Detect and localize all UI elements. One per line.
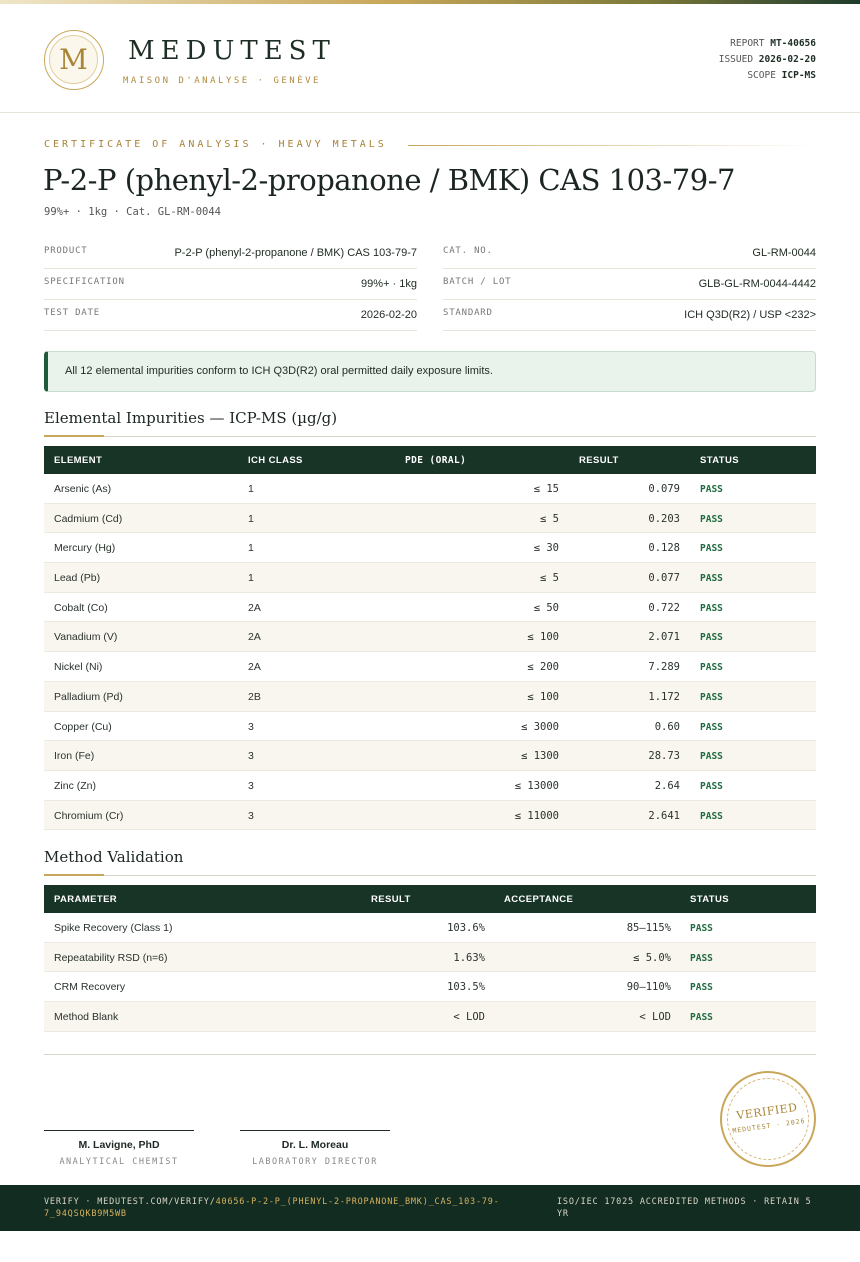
pde-cell: ≤ 15 (533, 483, 559, 495)
result-cell: 0.203 (648, 512, 680, 525)
element-cell: Cadmium (Cd) (54, 512, 123, 525)
table-row (44, 771, 816, 801)
status-badge: PASS (700, 573, 723, 585)
status-badge: PASS (700, 721, 723, 733)
ich-class-cell: 2A (248, 631, 261, 644)
verify-line (44, 1196, 524, 1220)
column-header-status: STATUS (690, 894, 729, 905)
element-cell: Mercury (Hg) (54, 542, 116, 555)
pde-cell: ≤ 3000 (521, 720, 559, 733)
ich-class-cell: 2B (248, 690, 261, 703)
pde-cell: ≤ 30 (533, 542, 559, 555)
info-label: PRODUCT (44, 246, 88, 256)
ich-class-cell: 3 (248, 720, 254, 733)
signatory-name: M. Lavigne, PhD (78, 1139, 160, 1151)
status-badge: PASS (700, 751, 723, 763)
parameter-cell: Method Blank (54, 1011, 119, 1024)
scope (719, 68, 816, 84)
ich-class-cell: 2A (248, 601, 261, 614)
validation-section-title: Method Validation (44, 848, 184, 866)
kicker-divider (408, 145, 816, 146)
signatory-role: LABORATORY DIRECTOR (252, 1157, 378, 1167)
ich-class-cell: 1 (248, 542, 254, 555)
ich-class-cell: 3 (248, 750, 254, 763)
accreditation-note: ISO/IEC 17025 ACCREDITED METHODS · RETAIN 5 YR (557, 1197, 812, 1219)
result-cell: 0.077 (648, 572, 680, 585)
table-row (44, 593, 816, 623)
table-body (44, 913, 816, 1032)
status-badge: PASS (700, 484, 723, 495)
table-header (44, 885, 816, 913)
acceptance-cell: ≤ 5.0% (633, 951, 671, 964)
signature-analytical-chemist (44, 1130, 194, 1167)
info-value: GL-RM-0044 (752, 247, 816, 259)
column-header-parameter: PARAMETER (54, 894, 118, 905)
verify-link[interactable]: 40656-P-2-P_(PHENYL-2-PROPANONE_BMK)_CAS_103-79-7_94QSQKB9M5WB (44, 1197, 500, 1219)
status-badge: PASS (700, 810, 723, 822)
result-cell: 0.128 (648, 542, 680, 555)
info-label: TEST DATE (44, 308, 100, 318)
column-header-result: RESULT (371, 894, 411, 905)
table-row (44, 741, 816, 771)
parameter-cell: CRM Recovery (54, 981, 126, 994)
element-cell: Arsenic (As) (54, 483, 112, 495)
conformance-banner (44, 351, 816, 392)
conformance-text: All 12 elemental impurities conform to ICH Q3D(R2) oral permitted daily exposure limits. (65, 365, 493, 377)
column-header-status: STATUS (700, 455, 739, 466)
status-badge: PASS (700, 691, 723, 703)
report-label: REPORT (730, 38, 765, 49)
result-cell: 0.722 (648, 601, 680, 614)
column-header-pde: PDE (ORAL) (405, 455, 467, 466)
ich-class-cell: 1 (248, 572, 254, 585)
product-info-right (443, 238, 816, 331)
status-badge: PASS (700, 543, 723, 555)
info-value: 2026-02-20 (360, 309, 417, 321)
result-cell: 1.63% (453, 951, 485, 964)
info-row-specification (44, 269, 417, 300)
scope-label: SCOPE (747, 70, 776, 81)
result-cell: 7.289 (648, 661, 680, 674)
info-row-test-date (44, 300, 417, 331)
result-cell: 28.73 (648, 750, 680, 763)
result-cell: 103.5% (447, 981, 485, 994)
result-cell: 1.172 (648, 690, 680, 703)
pde-cell: ≤ 5 (540, 572, 559, 585)
info-label: SPECIFICATION (44, 277, 125, 287)
status-badge: PASS (690, 1012, 713, 1024)
table-row (44, 943, 816, 973)
acceptance-cell: 85–115% (626, 922, 671, 934)
issued-date (719, 52, 816, 68)
table-row (44, 533, 816, 563)
report-value: MT-40656 (770, 38, 816, 49)
table-row (44, 652, 816, 682)
pde-cell: ≤ 100 (527, 690, 559, 703)
report-meta (719, 36, 816, 84)
result-cell: 2.64 (654, 779, 680, 792)
status-badge: PASS (690, 982, 713, 994)
table-row (44, 712, 816, 742)
brand-name: MEDUTEST (128, 36, 336, 66)
info-row-standard (443, 300, 816, 331)
info-value: ICH Q3D(R2) / USP <232> (684, 309, 816, 321)
table-row (44, 913, 816, 943)
ich-class-cell: 1 (248, 512, 254, 525)
column-header-ich-class: ICH CLASS (248, 455, 303, 466)
info-row-product (44, 238, 417, 269)
report-header (0, 4, 860, 113)
table-row (44, 504, 816, 534)
verified-stamp (714, 1065, 822, 1173)
result-cell: < LOD (453, 1011, 485, 1024)
parameter-cell: Repeatability RSD (n=6) (54, 951, 168, 964)
stamp-word: VERIFIED (735, 1100, 799, 1123)
parameter-cell: Spike Recovery (Class 1) (54, 922, 173, 934)
ich-class-cell: 3 (248, 779, 254, 792)
issued-label: ISSUED (718, 54, 754, 65)
status-badge: PASS (690, 952, 713, 964)
table-row (44, 801, 816, 831)
status-badge: PASS (700, 632, 723, 644)
logo-monogram: M (49, 35, 98, 84)
brand-logo (44, 30, 104, 90)
status-badge: PASS (700, 513, 723, 525)
info-label: STANDARD (443, 308, 493, 318)
table-row (44, 622, 816, 652)
result-cell: 0.60 (654, 720, 680, 733)
info-value: GLB-GL-RM-0044-4442 (698, 278, 816, 290)
element-cell: Iron (Fe) (54, 750, 95, 763)
scope-value: ICP-MS (781, 70, 816, 81)
element-cell: Nickel (Ni) (54, 661, 103, 674)
issued-value: 2026-02-20 (758, 54, 816, 65)
info-label: CAT. NO. (443, 246, 493, 256)
result-cell: 2.071 (648, 631, 680, 644)
status-badge: PASS (700, 662, 723, 674)
element-cell: Cobalt (Co) (54, 601, 108, 614)
status-badge: PASS (700, 780, 723, 792)
result-cell: 103.6% (447, 922, 485, 934)
page-subtitle: 99%+ · 1kg · Cat. GL-RM-0044 (44, 206, 222, 218)
verify-prefix: VERIFY · MEDUTEST.COM/VERIFY/ (44, 1197, 216, 1207)
report-number (719, 36, 816, 52)
column-header-acceptance: ACCEPTANCE (504, 894, 574, 905)
table-row (44, 563, 816, 593)
ich-class-cell: 3 (248, 809, 254, 822)
element-cell: Vanadium (V) (54, 631, 118, 644)
table-row (44, 972, 816, 1002)
table-row (44, 474, 816, 504)
pde-cell: ≤ 5 (540, 512, 559, 525)
column-header-element: ELEMENT (54, 455, 103, 466)
stamp-subtext: MEDUTEST · 2026 (731, 1116, 807, 1136)
table-header (44, 446, 816, 474)
info-label: BATCH / LOT (443, 277, 512, 287)
info-value: 99%+ · 1kg (361, 278, 417, 290)
pde-cell: ≤ 13000 (514, 779, 559, 792)
signature-laboratory-director (240, 1130, 390, 1167)
column-header-result: RESULT (579, 455, 619, 466)
impurities-section-title: Elemental Impurities — ICP-MS (µg/g) (44, 409, 338, 427)
impurities-table (44, 446, 816, 830)
section-divider (44, 436, 816, 437)
signature-divider (44, 1054, 816, 1055)
section-accent (44, 435, 104, 437)
table-body (44, 474, 816, 830)
status-badge: PASS (690, 923, 713, 934)
section-accent (44, 874, 104, 876)
info-row-batch-lot (443, 269, 816, 300)
footer-bar (0, 1185, 860, 1231)
result-cell: 0.079 (648, 483, 680, 495)
table-row (44, 682, 816, 712)
product-info-left (44, 238, 417, 331)
signatory-name: Dr. L. Moreau (281, 1139, 349, 1151)
pde-cell: ≤ 100 (527, 631, 559, 644)
status-badge: PASS (700, 602, 723, 614)
element-cell: Lead (Pb) (54, 572, 101, 585)
table-row (44, 1002, 816, 1032)
element-cell: Copper (Cu) (54, 720, 112, 733)
pde-cell: ≤ 200 (527, 661, 559, 674)
brand-tagline: MAISON D'ANALYSE · GENÈVE (123, 76, 321, 86)
info-value: P-2-P (phenyl-2-propanone / BMK) CAS 103-79-7 (174, 247, 417, 259)
page-title: P-2-P (phenyl-2-propanone / BMK) CAS 103-79-7 (43, 163, 735, 197)
element-cell: Palladium (Pd) (54, 690, 123, 703)
result-cell: 2.641 (648, 809, 680, 822)
signatory-role: ANALYTICAL CHEMIST (59, 1157, 179, 1167)
pde-cell: ≤ 11000 (514, 809, 559, 822)
element-cell: Chromium (Cr) (54, 809, 124, 822)
section-divider (44, 875, 816, 876)
validation-table (44, 885, 816, 1032)
pde-cell: ≤ 1300 (521, 750, 559, 763)
ich-class-cell: 1 (248, 483, 254, 495)
acceptance-cell: < LOD (639, 1011, 671, 1024)
info-row-cat-no (443, 238, 816, 269)
document-kicker: CERTIFICATE OF ANALYSIS · HEAVY METALS (44, 139, 387, 150)
pde-cell: ≤ 50 (533, 601, 559, 614)
ich-class-cell: 2A (248, 661, 261, 674)
element-cell: Zinc (Zn) (54, 779, 96, 792)
acceptance-cell: 90–110% (626, 981, 671, 994)
